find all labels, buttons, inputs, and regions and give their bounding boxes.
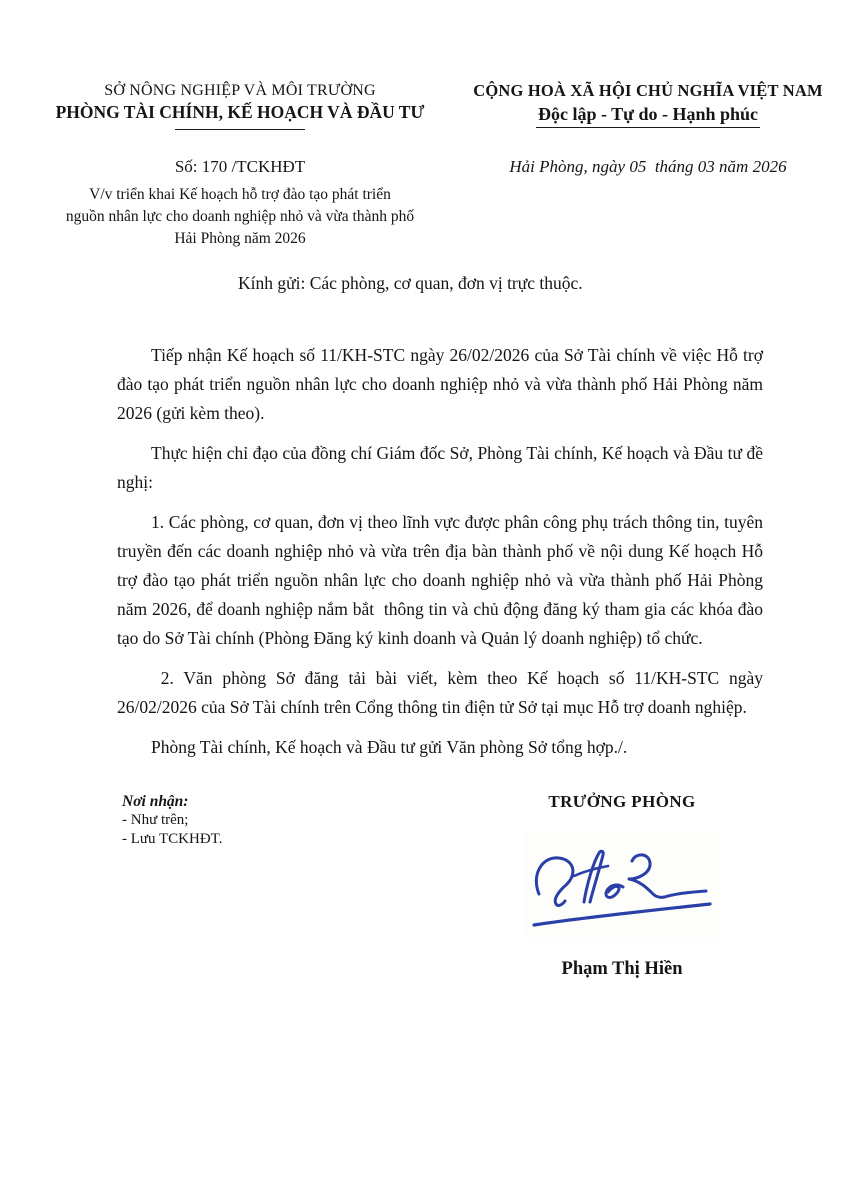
doc-subject-line: V/v triển khai Kế hoạch hỗ trợ đào tạo phát triển xyxy=(89,186,391,203)
body-paragraph: 1. Các phòng, cơ quan, đơn vị theo lĩnh vực được phân công phụ trách thông tin, tuyên truyền đến các doanh nghiệp nhỏ và vừa trên địa bàn thành phố về nội dung Kế hoạch Hỗ trợ đào tạo phát triển nguồn nhân lực cho doanh nghiệp nhỏ và vừa thành phố Hải Phòng năm 2026, để doanh nghiệp nắm bắt thông tin và chủ động đăng ký tham gia các khóa đào tạo do Sở Tài chính (Phòng Đăng ký kinh doanh và Quản lý doanh nghiệp) tổ chức. xyxy=(117,512,768,648)
salutation: Kính gửi: Các phòng, cơ quan, đơn vị trực thuộc. xyxy=(238,273,583,293)
doc-number-block xyxy=(10,156,470,250)
signature-block xyxy=(462,792,782,981)
place-date: Hải Phòng, ngày 05 tháng 03 năm 2026 xyxy=(509,157,787,176)
document-meta xyxy=(0,156,848,250)
recipient-item: - Như trên; xyxy=(122,812,189,828)
doc-subject-line: nguồn nhân lực cho doanh nghiệp nhỏ và vừa thành phố xyxy=(65,208,415,225)
issuer-unit-name: PHÒNG TÀI CHÍNH, KẾ HOẠCH VÀ ĐẦU TƯ xyxy=(55,102,425,122)
signature-image xyxy=(524,832,720,938)
doc-subject xyxy=(10,184,470,250)
issuer-parent-org: SỞ NÔNG NGHIỆP VÀ MÔI TRƯỜNG xyxy=(104,82,376,99)
recipients-block xyxy=(122,792,222,981)
document-footer xyxy=(0,792,848,981)
body-paragraph: Tiếp nhận Kế hoạch số 11/KH-STC ngày 26/02/2026 của Sở Tài chính về việc Hỗ trợ đào tạo phát triển nguồn nhân lực cho doanh nghiệp nhỏ và vừa thành phố Hải Phòng năm 2026 (gửi kèm theo). xyxy=(117,345,768,423)
doc-number: Số: 170 /TCKHĐT xyxy=(174,157,306,176)
body-paragraph: Phòng Tài chính, Kế hoạch và Đầu tư gửi Văn phòng Sở tổng hợp./. xyxy=(151,737,628,757)
doc-subject-line: Hải Phòng năm 2026 xyxy=(174,230,306,247)
place-date-block xyxy=(470,156,826,250)
signature-scribble xyxy=(524,832,720,938)
recipient-item: - Lưu TCKHĐT. xyxy=(122,831,223,847)
body-paragraph: 2. Văn phòng Sở đăng tải bài viết, kèm theo Kế hoạch số 11/KH-STC ngày 26/02/2026 của Sở Tài chính trên Cổng thông tin điện tử Sở tại mục Hỗ trợ doanh nghiệp. xyxy=(117,668,768,717)
issuer-block xyxy=(10,80,470,130)
document-body xyxy=(0,272,848,762)
issuer-divider-rule xyxy=(175,129,305,130)
national-motto: Độc lập - Tự do - Hạnh phúc xyxy=(536,103,760,128)
body-paragraph: Thực hiện chỉ đạo của đồng chí Giám đốc Sở, Phòng Tài chính, Kế hoạch và Đầu tư đề nghị: xyxy=(117,443,768,492)
recipients-label: Nơi nhận: xyxy=(122,793,189,810)
signer-name: Phạm Thị Hiền xyxy=(561,959,683,979)
national-title: CỘNG HOÀ XÃ HỘI CHỦ NGHĨA VIỆT NAM xyxy=(473,81,823,100)
national-heading-block xyxy=(470,80,826,130)
signer-title: TRƯỞNG PHÒNG xyxy=(548,792,696,811)
document-header xyxy=(0,80,848,130)
